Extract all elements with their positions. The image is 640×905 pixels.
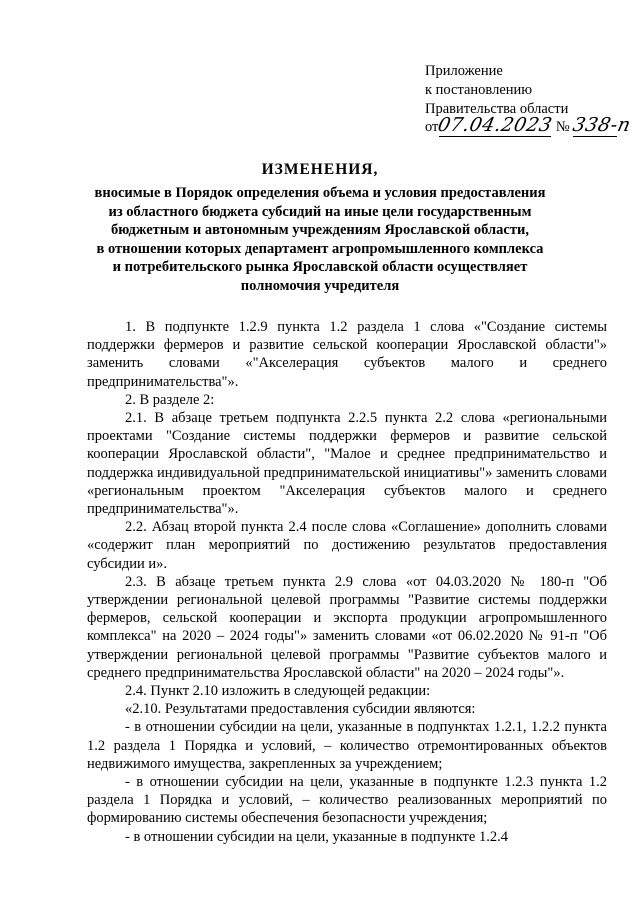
heading-line: бюджетным и автономным учреждениям Ярославской области, <box>111 222 529 238</box>
handwritten-date: 07.04.2023 <box>436 114 555 136</box>
handwritten-number: 338-п <box>571 114 634 136</box>
list-item: - в отношении субсидии на цели, указанные в подпункте 1.2.3 пункта 1.2 раздела 1 Порядка и условий, – количество реализованных мероприятий по формированию системы обеспечения безопасности учреждения; <box>87 774 607 827</box>
heading-line: вносимые в Порядок определения объема и условия предоставления <box>94 185 546 201</box>
date-underline <box>439 136 551 137</box>
appendix-block <box>425 62 635 137</box>
paragraph-2-1: 2.1. В абзаце третьем подпункта 2.2.5 пункта 2.2 слова «региональными проектами "Создание системы поддержки фермеров и развитие сельской кооперации Ярославской области", "Малое и среднее предпринимательство и поддержка индивидуальной предпринимательской инициативы"» заменить словами «региональным проектом "Акселерация субъектов малого и среднего предпринимательства"». <box>87 410 607 518</box>
document-heading <box>60 160 580 295</box>
appendix-government: Правительства области <box>425 101 569 117</box>
appendix-resolution: к постановлению <box>425 82 533 98</box>
appendix-label: Приложение <box>425 63 503 79</box>
paragraph-2-3: 2.3. В абзаце третьем пункта 2.9 слова «от 04.03.2020 № 180-п "Об утверждении региональной целевой программы "Развитие системы поддержки фермеров, сельской кооперации и экспорта продукции агропромышленного комплекса" на 2020 – 2024 годы"» заменить словами «от 06.02.2020 № 91-п "Об утверждении региональной целевой программы "Развитие субъектов малого и среднего предпринимательства Ярославской области" на 2020 – 2024 годы"». <box>87 573 607 681</box>
heading-line: в отношении которых департамент агропромышленного комплекса <box>96 240 544 257</box>
document-body <box>87 318 607 846</box>
appendix-date-line <box>425 116 635 137</box>
document-title: ИЗМЕНЕНИЯ, <box>261 161 379 178</box>
date-prefix: от <box>425 119 439 135</box>
heading-line: полномочия учредителя <box>240 277 400 294</box>
heading-line: и потребительского рынка Ярославской области осуществляет <box>112 259 528 275</box>
paragraph-1: 1. В подпункте 1.2.9 пункта 1.2 раздела 1 слова «"Создание системы поддержки фермеров и развитие сельской кооперации Ярославской области"» заменить словами «"Акселерация субъектов малого и среднего предпринимательства"». <box>87 319 607 390</box>
number-prefix: № <box>555 119 570 135</box>
paragraph-2: 2. В разделе 2: <box>125 391 215 408</box>
paragraph-2-10: «2.10. Результатами предоставления субсидии являются: <box>125 701 476 718</box>
paragraph-2-4: 2.4. Пункт 2.10 изложить в следующей редакции: <box>125 683 431 700</box>
number-underline <box>573 136 617 137</box>
list-item: - в отношении субсидии на цели, указанные в подпункте 1.2.4 <box>125 828 508 845</box>
list-item: - в отношении субсидии на цели, указанные в подпунктах 1.2.1, 1.2.2 пункта 1.2 раздела 1 Порядка и условий, – количество отремонтированных объектов недвижимого имущества, закрепленных за учреждением; <box>87 719 607 772</box>
paragraph-2-2: 2.2. Абзац второй пункта 2.4 после слова «Соглашение» дополнить словами «содержит план мероприятий по достижению результатов предоставления субсидии и». <box>87 519 607 572</box>
heading-line: из областного бюджета субсидий на иные цели государственным <box>108 203 532 220</box>
